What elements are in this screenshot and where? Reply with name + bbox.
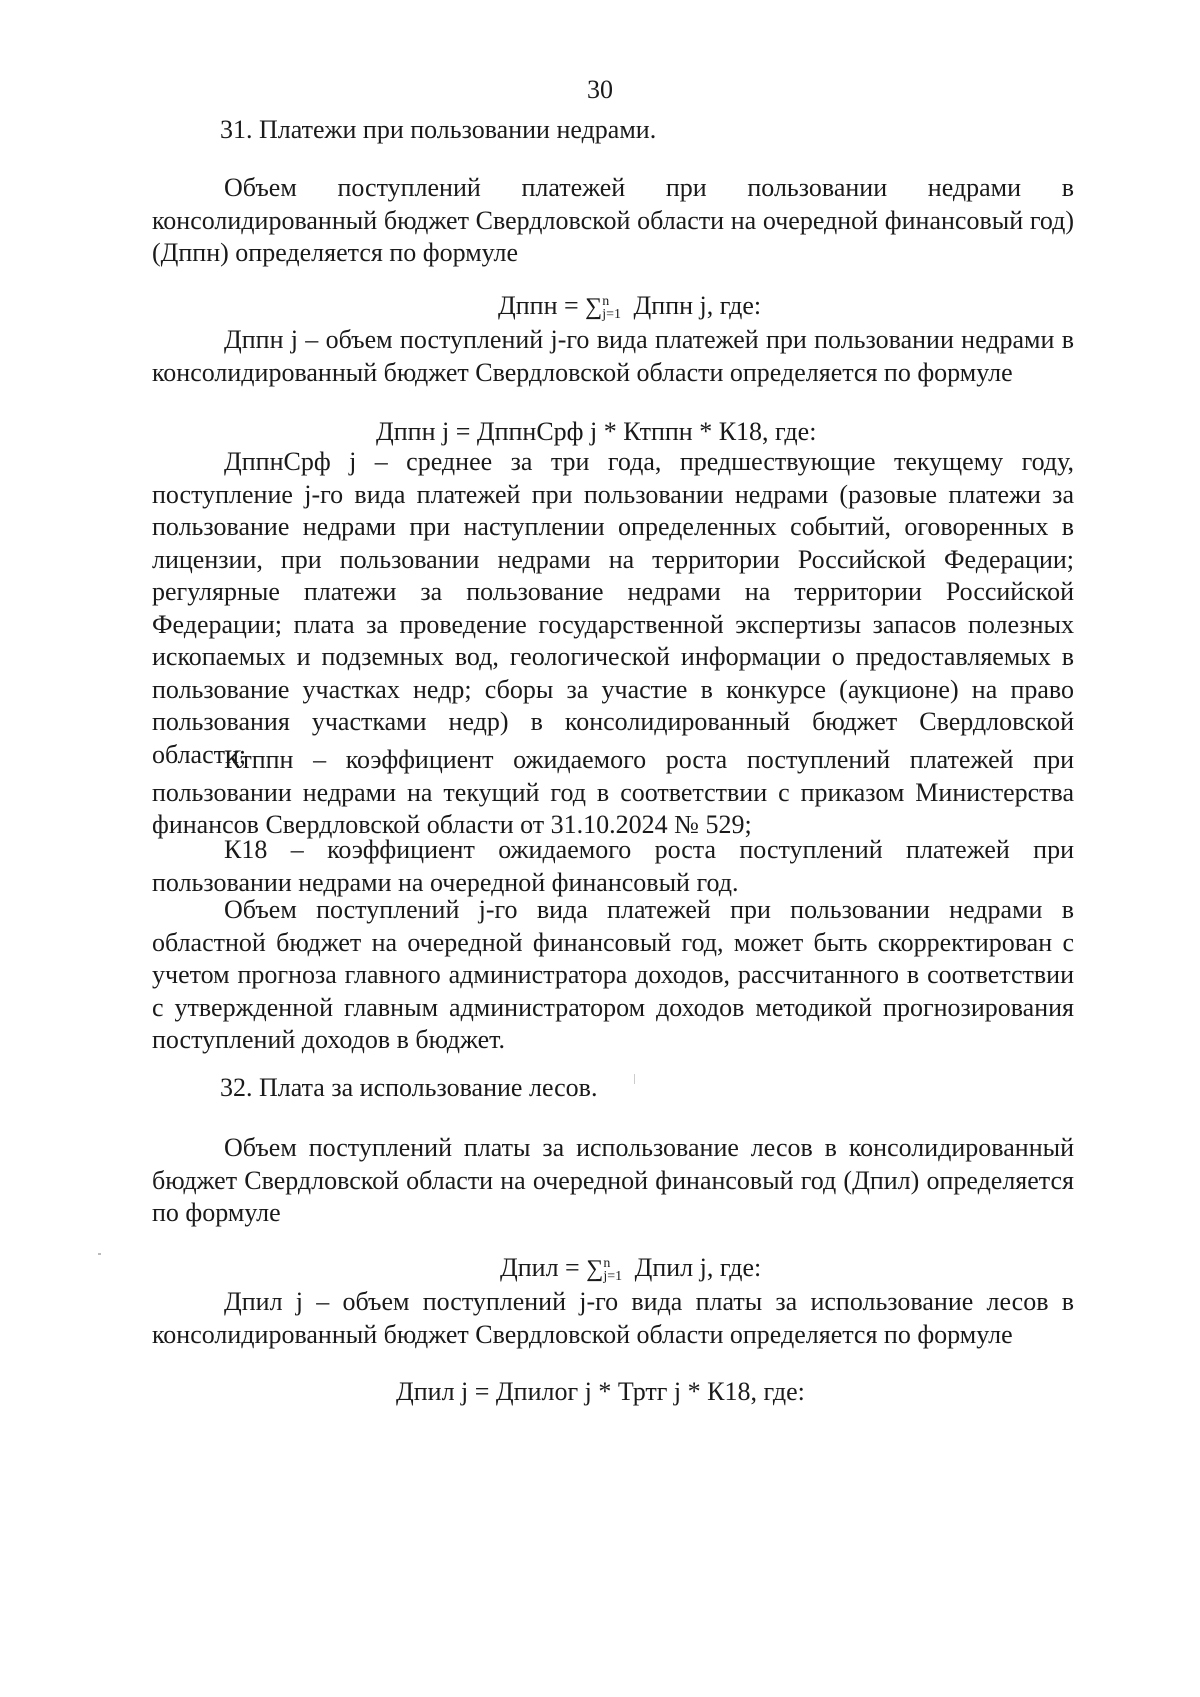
section-32-formula-sum: [152, 1252, 1200, 1286]
section-32-intro: Объем поступлений платы за использование лесов в консолидированный бюджет Свердловской области на очередной финансовый год (Дпил) определяется по формуле: [152, 1133, 1074, 1227]
scan-speck: [98, 1253, 101, 1255]
sum-upper-limit: n: [602, 294, 610, 310]
sum-upper-limit: n: [603, 1256, 611, 1272]
scan-speck: [634, 1074, 635, 1084]
formula-right: Дпил j, где:: [628, 1253, 762, 1282]
formula-left: Дппн =: [498, 291, 586, 320]
sum-limits: [603, 1257, 622, 1283]
section-32-heading: 32. Плата за использование лесов.: [220, 1073, 598, 1102]
section-31-formula-dppn-j: Дппн j = ДппнСрф j * Ктппн * К18, где:: [376, 417, 817, 446]
sum-lower-limit: j=1: [602, 307, 622, 323]
section-32-def-dpil-j: Дпил j – объем поступлений j-го вида платы за использование лесов в консолидированный бюджет Свердловской области определяется по формуле: [152, 1287, 1074, 1349]
section-31-intro: Объем поступлений платежей при пользовании недрами в консолидированный бюджет Свердловской области на очередной финансовый год) (Дппн) определяется по формуле: [152, 173, 1074, 267]
sum-lower-limit: j=1: [603, 1269, 623, 1285]
sum-limits: [602, 295, 621, 321]
section-31-def-k18: К18 – коэффициент ожидаемого роста поступлений платежей при пользовании недрами на очередной финансовый год.: [152, 835, 1074, 897]
section-32-formula-dpil-j: Дпил j = Дпилог j * Тртг j * К18, где:: [396, 1377, 805, 1406]
formula-left: Дпил =: [500, 1253, 587, 1282]
section-31-def-dppn-j: Дппн j – объем поступлений j-го вида платежей при пользовании недрами в консолидированный бюджет Свердловской области определяется по формуле: [152, 325, 1074, 387]
section-31-def-ktppn: Ктппн – коэффициент ожидаемого роста поступлений платежей при пользовании недрами на текущий год в соответствии с приказом Министерства финансов Свердловской области от 31.10.2024 № 529;: [152, 745, 1074, 839]
section-31-note: Объем поступлений j-го вида платежей при пользовании недрами в областной бюджет на очередной финансовый год, может быть скорректирован с учетом прогноза главного администратора доходов, рассчитанного в соответствии с утвержденной главным администратором доходов методикой прогнозирования поступлений доходов в бюджет.: [152, 895, 1074, 1054]
sigma-symbol: ∑: [585, 294, 603, 320]
section-31-def-dppnsrf: ДппнСрф j – среднее за три года, предшествующие текущему году, поступление j-го вида платежей при пользовании недрами (разовые платежи за пользование недрами при наступлении определенных событий, оговоренных в лицензии, при пользовании недрами на территории Российской Федерации; регулярные платежи за пользование недрами на территории Российской Федерации; плата за проведение государственной экспертизы запасов полезных ископаемых и подземных вод, геологической информации о предоставляемых в пользование участках недр; сборы за участие в конкурсе (аукционе) на право пользования участками недр) в консолидированный бюджет Свердловской области;: [152, 447, 1074, 769]
section-31-heading: 31. Платежи при пользовании недрами.: [220, 115, 657, 144]
section-31-formula-sum: [152, 290, 1200, 324]
sigma-symbol: ∑: [586, 1256, 604, 1282]
page-number: 30: [587, 75, 613, 104]
formula-right: Дппн j, где:: [627, 291, 762, 320]
